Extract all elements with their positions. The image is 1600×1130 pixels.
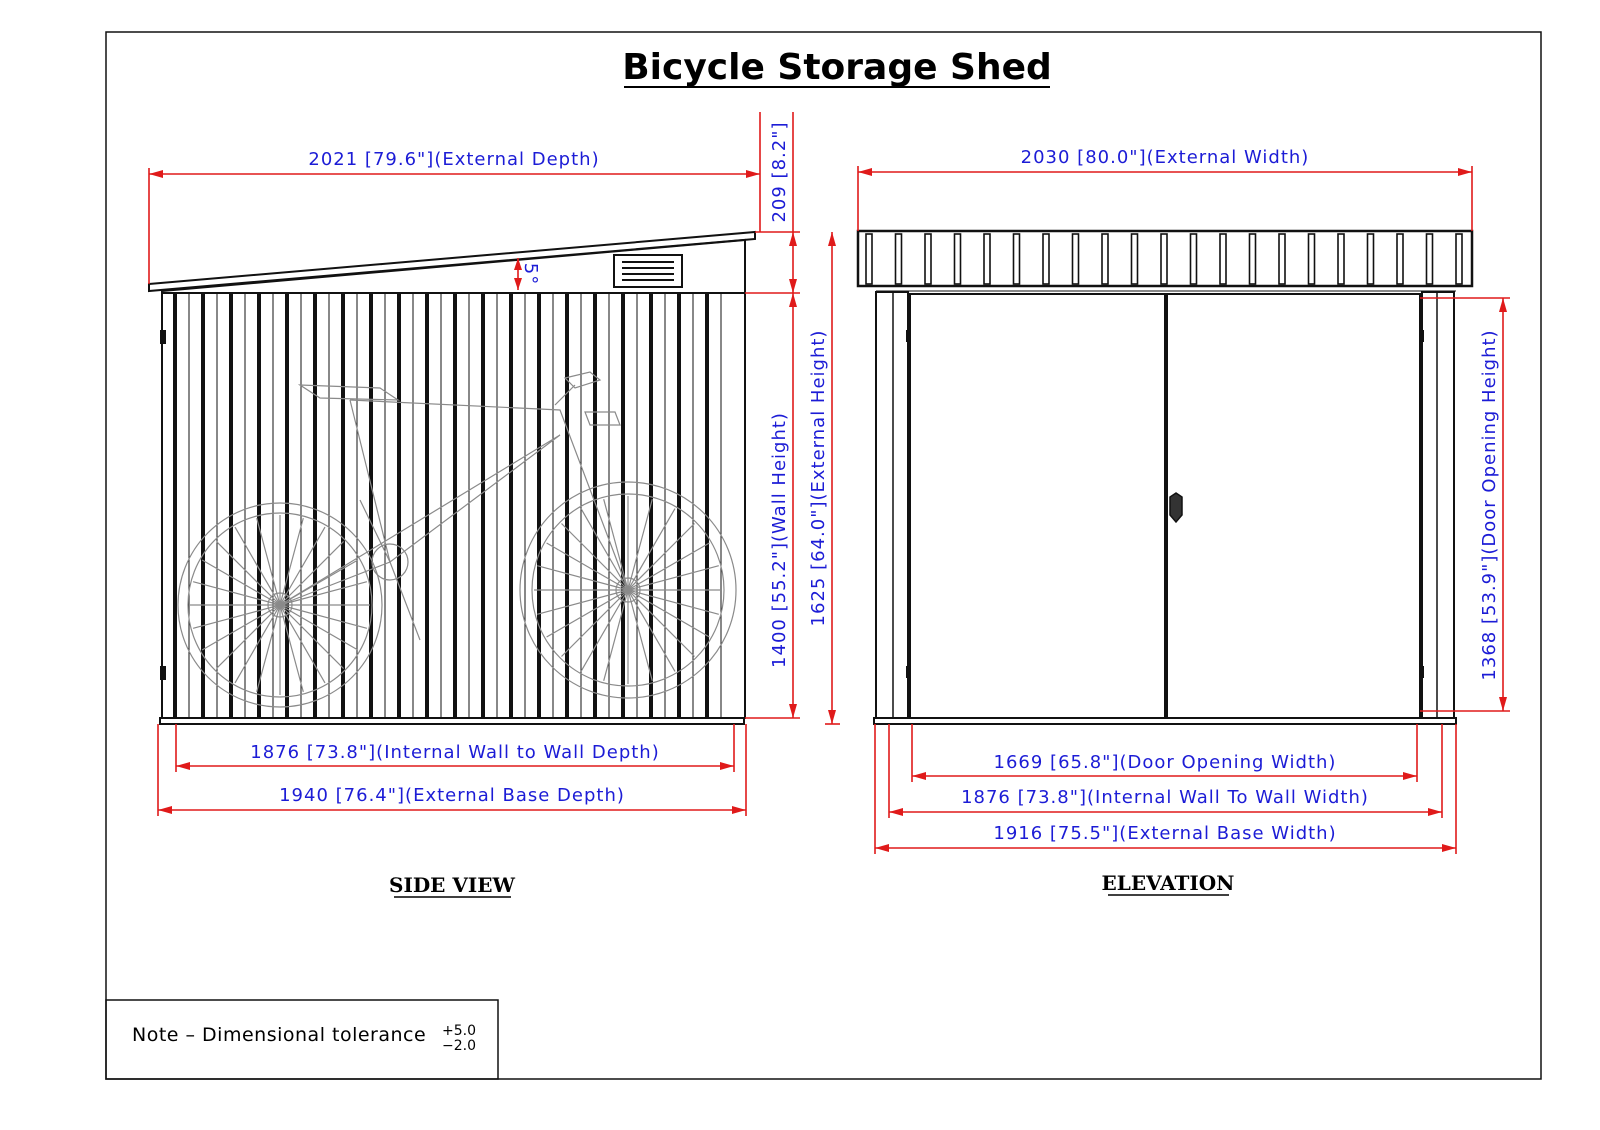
- roof-rib: [1073, 234, 1079, 284]
- dim-external-width-label: 2030 [80.0"](External Width): [1020, 147, 1310, 168]
- note-tolerance-plus: +5.0: [442, 1023, 476, 1039]
- wheel-spoke: [280, 582, 367, 605]
- roof-rib: [1161, 234, 1167, 284]
- side-hinge-top: [160, 330, 166, 344]
- wheel-spoke: [193, 582, 280, 605]
- roof-rib: [1043, 234, 1049, 284]
- dim-roof-rise: [745, 112, 800, 293]
- roof-rib: [1368, 234, 1374, 284]
- dim-roof-pitch: [514, 258, 541, 290]
- dim-internal-depth: [176, 724, 734, 772]
- roof-rib: [1427, 234, 1433, 284]
- roof-rib: [1191, 234, 1197, 284]
- wheel-spoke: [537, 590, 628, 614]
- tolerance-note: [106, 1000, 498, 1079]
- dim-roof-rise-label: 209 [8.2"]: [769, 121, 790, 223]
- dim-door-opening-width: [912, 724, 1417, 782]
- dim-external-depth-label: 2021 [79.6"](External Depth): [308, 149, 600, 170]
- dim-door-opening-height-label: 1368 [53.9"](Door Opening Height): [1479, 329, 1500, 681]
- wheel-spoke: [280, 605, 303, 692]
- dim-roof-pitch-label: 5°: [520, 262, 541, 286]
- roof-rib: [955, 234, 961, 284]
- side-hinge-bottom: [160, 666, 166, 680]
- dim-door-opening-width-label: 1669 [65.8"](Door Opening Width): [993, 752, 1337, 773]
- elevation-base: [874, 718, 1456, 724]
- dim-wall-height: [745, 293, 800, 718]
- roof-rib: [1338, 234, 1344, 284]
- elevation-label: ELEVATION: [1101, 871, 1235, 895]
- dim-wall-height-label: 1400 [55.2"](Wall Height): [769, 412, 790, 668]
- note-tolerance-minus: −2.0: [442, 1038, 476, 1054]
- dim-external-base-depth: [158, 724, 746, 816]
- door-handle-icon[interactable]: [1170, 493, 1182, 522]
- right-door[interactable]: [1167, 294, 1420, 718]
- elevation-roof: [858, 231, 1472, 286]
- note-text: Note – Dimensional tolerance: [132, 1024, 427, 1046]
- dim-internal-depth-label: 1876 [73.8"](Internal Wall to Wall Depth): [250, 742, 660, 763]
- drawing-title: Bicycle Storage Shed: [622, 47, 1052, 88]
- roof-rib: [1250, 234, 1256, 284]
- side-gable: [162, 240, 745, 293]
- roof-rib: [1014, 234, 1020, 284]
- roof-rib: [1132, 234, 1138, 284]
- roof-rib: [1456, 234, 1462, 284]
- elevation-view: [858, 147, 1510, 895]
- wheel-spoke: [628, 590, 652, 681]
- wheel-spoke: [537, 566, 628, 590]
- roof-rib: [984, 234, 990, 284]
- side-view-label: SIDE VIEW: [389, 873, 515, 897]
- roof-rib: [1279, 234, 1285, 284]
- roof-rib: [925, 234, 931, 284]
- wheel-spoke: [280, 518, 303, 605]
- wheel-spoke: [280, 605, 367, 628]
- wheel-spoke: [193, 605, 280, 628]
- dim-external-height-label: 1625 [64.0"](External Height): [808, 329, 829, 627]
- side-vent: [614, 255, 682, 287]
- elevation-left-post: [876, 292, 908, 718]
- side-view: [149, 112, 840, 897]
- roof-rib: [1309, 234, 1315, 284]
- dim-external-width: [858, 147, 1472, 231]
- wheel-spoke: [628, 499, 652, 590]
- dim-door-opening-height: [1420, 298, 1510, 711]
- dim-internal-width-label: 1876 [73.8"](Internal Wall To Wall Width): [961, 787, 1369, 808]
- left-door[interactable]: [910, 294, 1165, 718]
- dim-external-height: [808, 232, 840, 724]
- elevation-roof-ribs: [866, 234, 1462, 284]
- side-base: [160, 718, 744, 724]
- roof-rib: [866, 234, 872, 284]
- elevation-right-post: [1422, 292, 1454, 718]
- dim-external-base-depth-label: 1940 [76.4"](External Base Depth): [279, 785, 625, 806]
- dim-external-base-width-label: 1916 [75.5"](External Base Width): [993, 823, 1337, 844]
- roof-rib: [1397, 234, 1403, 284]
- roof-rib: [896, 234, 902, 284]
- roof-rib: [1102, 234, 1108, 284]
- roof-rib: [1220, 234, 1226, 284]
